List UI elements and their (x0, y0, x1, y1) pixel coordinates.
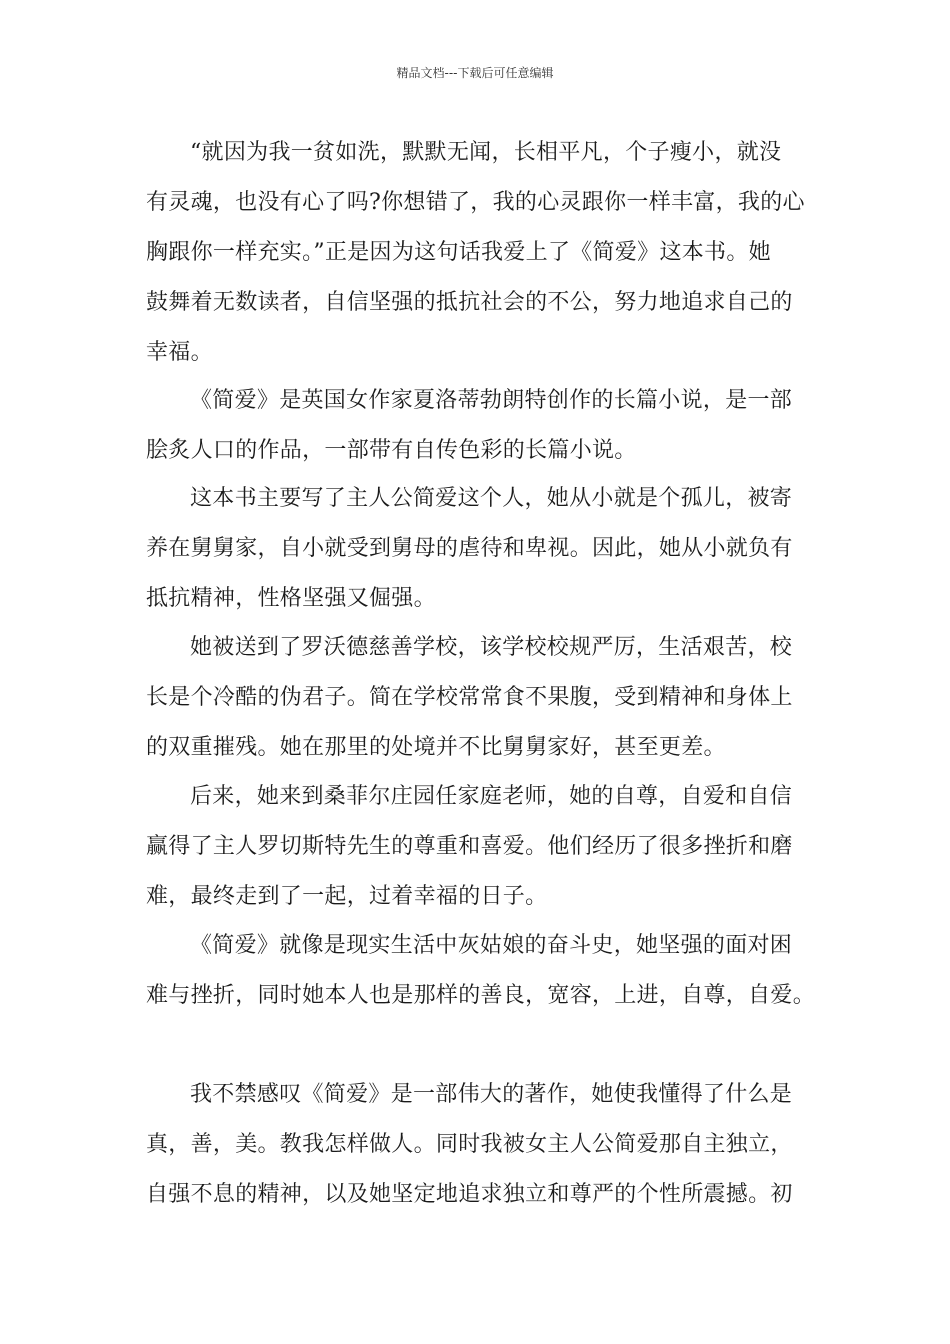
text-line: 难，最终走到了一起，过着幸福的日子。 (146, 884, 548, 909)
text-line: 这本书主要写了主人公简爱这个人，她从小就是个孤儿，被寄 (190, 486, 793, 511)
text-line: 胸跟你一样充实。”正是因为这句话我爱上了《简爱》这本书。她 (146, 240, 771, 265)
text-line: 养在舅舅家，自小就受到舅母的虐待和卑视。因此，她从小就负有 (146, 536, 793, 561)
paragraph-6 (146, 921, 818, 1021)
paragraph-5 (146, 772, 818, 922)
text-line: 有灵魂，也没有心了吗?你想错了，我的心灵跟你一样丰富，我的心 (146, 190, 805, 215)
text-line: 自强不息的精神，以及她坚定地追求独立和尊严的个性所震撼。初 (146, 1182, 793, 1207)
text-line: 真，善，美。教我怎样做人。同时我被女主人公简爱那自主独立， (146, 1132, 793, 1157)
text-line: 后来，她来到桑菲尔庄园任家庭老师，她的自尊，自爱和自信 (190, 784, 793, 809)
text-line: 鼓舞着无数读者，自信坚强的抵抗社会的不公，努力地追求自己的 (146, 290, 793, 315)
paragraph-7 (146, 1070, 818, 1220)
text-line: 长是个冷酷的伪君子。简在学校常常食不果腹，受到精神和身体上 (146, 685, 793, 710)
text-line: 脍炙人口的作品，一部带有自传色彩的长篇小说。 (146, 438, 637, 463)
text-line: 她被送到了罗沃德慈善学校，该学校校规严厉，生活艰苦，校 (190, 635, 793, 660)
text-line: 赢得了主人罗切斯特先生的尊重和喜爱。他们经历了很多挫折和磨 (146, 834, 793, 859)
text-line: 《简爱》就像是现实生活中灰姑娘的奋斗史，她坚强的面对困 (190, 933, 793, 958)
paragraph-4 (146, 623, 818, 773)
text-line: 幸福。 (146, 340, 213, 365)
paragraph-3 (146, 474, 818, 624)
paragraph-2 (146, 376, 818, 476)
text-line: 抵抗精神，性格坚强又倔强。 (146, 586, 436, 611)
text-line: “就因为我一贫如洗，默默无闻，长相平凡，个子瘦小，就没 (190, 140, 782, 165)
text-line: 难与挫折，同时她本人也是那样的善良，宽容，上进，自尊，自爱。 (146, 983, 816, 1008)
paragraph-1 (146, 128, 818, 378)
text-line: 我不禁感叹《简爱》是一部伟大的著作，她使我懂得了什么是 (190, 1082, 793, 1107)
text-line: 《简爱》是英国女作家夏洛蒂勃朗特创作的长篇小说，是一部 (190, 388, 793, 413)
page-header: 精品文档---下载后可任意编辑 (396, 66, 554, 80)
text-line: 的双重摧残。她在那里的处境并不比舅舅家好，甚至更差。 (146, 735, 726, 760)
